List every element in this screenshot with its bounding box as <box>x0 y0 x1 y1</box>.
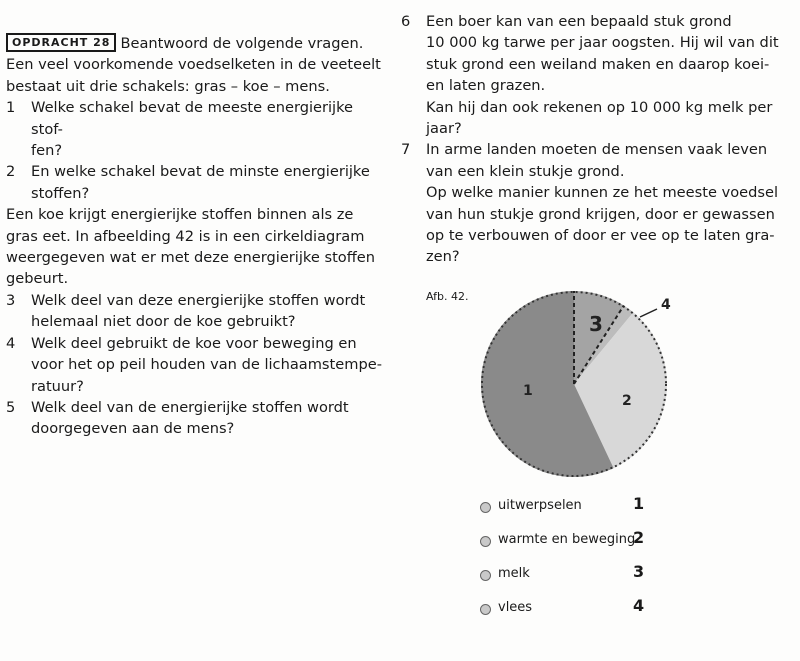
legend-hand-number: 2 <box>633 528 645 547</box>
question-number: 3 <box>6 291 16 309</box>
question-number: 1 <box>6 99 16 117</box>
question-text-line: Welke schakel bevat de meeste energierijke stof- <box>31 99 354 138</box>
question-text-line: Een boer kan van een bepaald stuk grond <box>426 13 732 30</box>
pie-hand-label: 2 <box>622 393 632 409</box>
paragraph-line: gebeurt. <box>6 270 69 288</box>
pie-hand-label: 4 <box>661 297 671 313</box>
question-7 <box>401 139 781 267</box>
pie-label-pointer <box>640 309 657 317</box>
pie-hand-label: 3 <box>589 312 603 336</box>
question-text-line: stoffen? <box>31 184 90 202</box>
question-text-line: Welk deel van de energierijke stoffen wordt <box>31 398 349 416</box>
pie-hand-label: 1 <box>523 383 533 399</box>
question-text-line: ratuur? <box>31 377 84 395</box>
question-text-line: op te verbouwen of door er vee op te laten gra- <box>426 227 775 245</box>
question-text-line: stuk grond een weiland maken en daarop koei- <box>426 55 770 73</box>
paragraph-line: Een koe krijgt energierijke stoffen binnen als ze <box>6 206 354 224</box>
left-column <box>6 33 386 440</box>
question-text-line: En welke schakel bevat de minste energierijke <box>31 163 370 181</box>
intro-heading <box>6 33 386 54</box>
pie-chart <box>477 287 671 481</box>
question-text-line: jaar? <box>426 120 462 138</box>
question-number: 5 <box>6 398 16 416</box>
question-text-line: van hun stukje grond krijgen, door er gewassen <box>426 205 775 223</box>
figure-label: Afb. 42. <box>426 290 469 303</box>
legend-label: vlees <box>498 600 533 615</box>
paragraph-line: weergegeven wat er met deze energierijke stoffen <box>6 249 375 267</box>
question-text-line: voor het op peil houden van de lichaamstempe- <box>31 356 382 374</box>
question-text-line: Kan hij dan ook rekenen op 10 000 kg melk per <box>426 98 773 116</box>
question-5 <box>6 397 386 440</box>
assignment-badge: OPDRACHT 28 <box>6 33 116 52</box>
question-text-line: In arme landen moeten de mensen vaak leven <box>426 141 768 159</box>
legend-swatch-icon <box>480 604 491 615</box>
question-text-line: zen? <box>426 248 460 266</box>
question-text-line: van een klein stukje grond. <box>426 162 625 180</box>
question-number: 4 <box>6 334 16 352</box>
question-text-line: Op welke manier kunnen ze het meeste voedsel <box>426 184 779 202</box>
intro-lead: Beantwoord de volgende vragen. <box>120 35 364 52</box>
legend-swatch-icon <box>480 502 491 513</box>
legend-label: uitwerpselen <box>498 498 582 513</box>
questions-group-a <box>6 97 386 204</box>
question-number: 7 <box>401 141 411 159</box>
legend-hand-number: 4 <box>633 596 645 615</box>
questions-group-c <box>401 11 781 268</box>
legend-label: melk <box>498 566 530 581</box>
legend-label: warmte en beweging <box>498 532 636 547</box>
question-3 <box>6 290 386 333</box>
question-text-line: fen? <box>31 142 63 160</box>
question-text-line: helemaal niet door de koe gebruikt? <box>31 313 296 331</box>
right-column <box>401 11 781 268</box>
questions-group-b <box>6 290 386 440</box>
pie-intro-paragraph <box>6 204 386 290</box>
question-text-line: Welk deel gebruikt de koe voor beweging en <box>31 334 357 352</box>
question-1 <box>6 97 386 161</box>
legend-hand-number: 1 <box>633 494 645 513</box>
question-6 <box>401 11 781 139</box>
question-text-line: 10 000 kg tarwe per jaar oogsten. Hij wil van dit <box>426 34 779 52</box>
legend-swatch-icon <box>480 536 491 547</box>
paragraph-line: gras eet. In afbeelding 42 is in een cirkeldiagram <box>6 227 365 245</box>
question-text-line: en laten grazen. <box>426 77 546 95</box>
question-4 <box>6 333 386 397</box>
intro-text <box>6 54 386 97</box>
question-2 <box>6 161 386 204</box>
question-text-line: doorgegeven aan de mens? <box>31 420 235 438</box>
question-number: 2 <box>6 163 16 181</box>
question-text-line: Welk deel van deze energierijke stoffen wordt <box>31 291 366 309</box>
legend-swatch-icon <box>480 570 491 581</box>
intro-line: Een veel voorkomende voedselketen in de veeteelt <box>6 56 381 74</box>
question-number: 6 <box>401 13 411 30</box>
legend-hand-number: 3 <box>633 562 645 581</box>
intro-line: bestaat uit drie schakels: gras – koe – mens. <box>6 77 330 95</box>
